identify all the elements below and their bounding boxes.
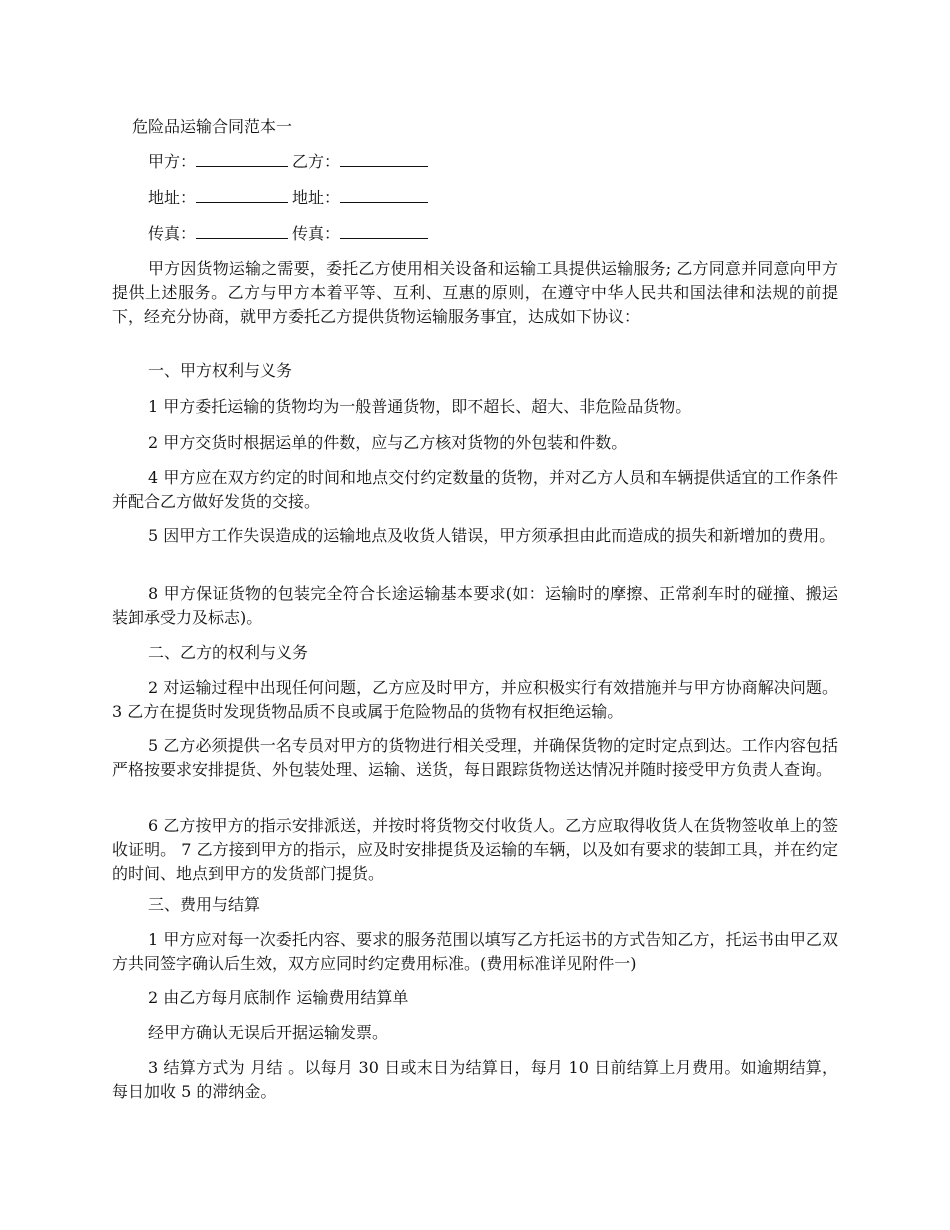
address-b-label: 地址： [292,188,341,207]
party-a-label: 甲方： [148,152,197,171]
document-title: 危险品运输合同范本一 [132,117,293,136]
fax-a-label: 传真： [148,224,197,243]
address-a-blank [196,188,288,203]
clause-paragraph: 经甲方确认无误后开据运输发票。 [148,1023,389,1042]
clause-paragraph: 5 因甲方工作失误造成的运输地点及收货人错误，甲方须承担由此而造成的损失和新增加的费用。 [148,526,836,545]
fax-b-blank [340,224,428,239]
address-a-label: 地址： [148,188,197,207]
party-b-blank [340,152,428,167]
clause-paragraph: 8 甲方保证货物的包装完全符合长途运输基本要求(如：运输时的摩擦、正常刹车时的碰撞、搬运装卸承受力及标志)。 [112,584,838,627]
section-heading: 二、乙方的权利与义务 [148,643,309,662]
party-b-label: 乙方： [292,152,341,171]
fax-row [148,223,428,245]
clause-paragraph: 1 甲方应对每一次委托内容、要求的服务范围以填写乙方托运书的方式告知乙方，托运书由甲乙双方共同签字确认后生效，双方应同时约定费用标准。(费用标准详见附件一) [112,930,838,973]
clause-paragraph: 3 结算方式为 月结 。以每月 30 日或末日为结算日，每月 10 日前结算上月费用。如逾期结算，每日加收 5 的滞纳金。 [112,1058,838,1101]
clause-paragraph: 2 由乙方每月底制作 运输费用结算单 [148,988,409,1007]
fax-a-blank [196,224,288,239]
clause-paragraph: 2 对运输过程中出现任何问题，乙方应及时甲方，并应积极实行有效措施并与甲方协商解决问题。 3 乙方在提货时发现货物品质不良或属于危险物品的货物有权拒绝运输。 [112,678,838,721]
section-heading: 一、甲方权利与义务 [148,361,293,380]
party-a-blank [196,152,288,167]
address-row [148,187,428,209]
fax-b-label: 传真： [292,224,341,243]
address-b-blank [340,188,428,203]
clause-paragraph: 6 乙方按甲方的指示安排派送，并按时将货物交付收货人。乙方应取得收货人在货物签收单上的签收证明。 7 乙方接到甲方的指示，应及时安排提货及运输的车辆，以及如有要求的装卸工具，并在约定的时间、地点到甲方的发货部门提货。 [112,816,838,883]
party-row [148,151,428,173]
clause-paragraph: 4 甲方应在双方约定的时间和地点交付约定数量的货物，并对乙方人员和车辆提供适宜的工作条件并配合乙方做好发货的交接。 [112,468,838,511]
section-heading: 三、费用与结算 [148,895,261,914]
clause-paragraph: 2 甲方交货时根据运单的件数，应与乙方核对货物的外包装和件数。 [148,433,628,452]
clause-paragraph: 5 乙方必须提供一名专员对甲方的货物进行相关受理，并确保货物的定时定点到达。工作内容包括严格按要求安排提货、外包装处理、运输、送货，每日跟踪货物送达情况并随时接受甲方负责人查询。 [112,736,838,779]
clause-paragraph: 1 甲方委托运输的货物均为一般普通货物，即不超长、超大、非危险品货物。 [148,397,692,416]
intro-paragraph: 甲方因货物运输之需要，委托乙方使用相关设备和运输工具提供运输服务; 乙方同意并同意向甲方提供上述服务。乙方与甲方本着平等、互利、互惠的原则，在遵守中华人民共和国法律和法规的前提下，经充分协商，就甲方委托乙方提供货物运输服务事宜，达成如下协议： [112,259,838,326]
